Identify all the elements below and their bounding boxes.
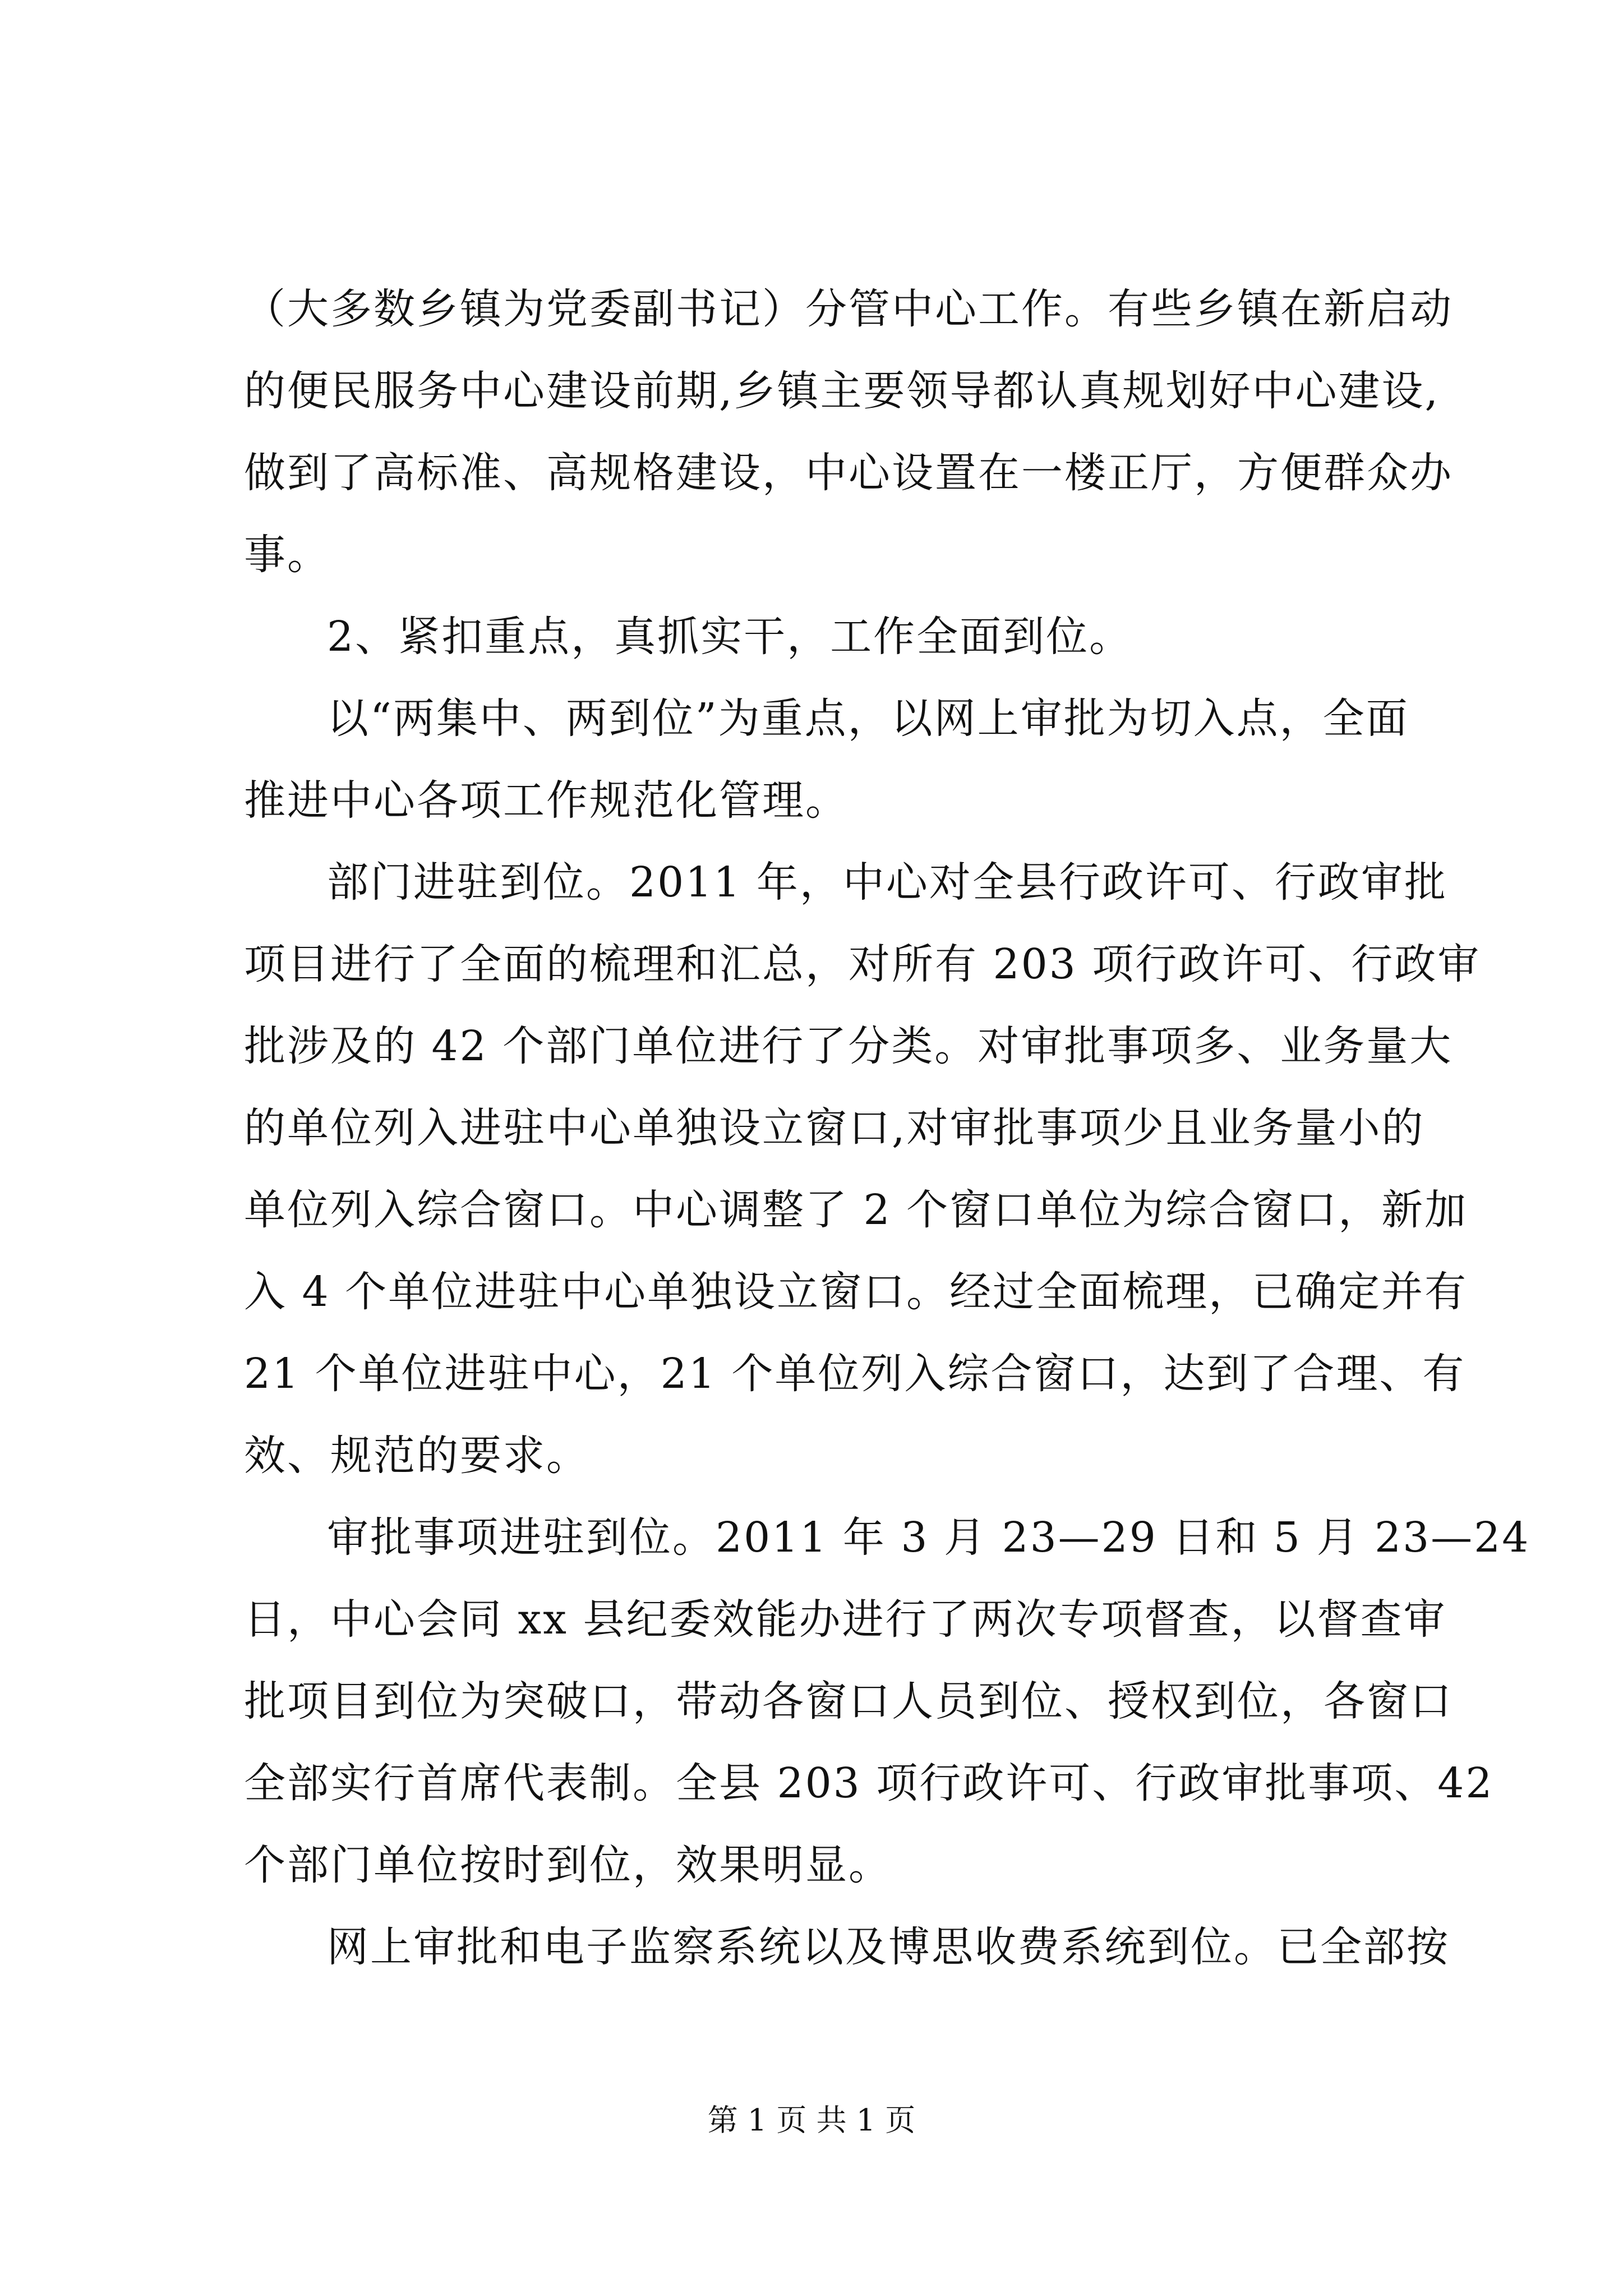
text-line: 项目进行了全面的梳理和汇总，对所有 203 项行政许可、行政审 — [244, 940, 1481, 988]
text-line: 全部实行首席代表制。全县 203 项行政许可、行政审批事项、42 — [244, 1759, 1494, 1807]
text-line: 21 个单位进驻中心，21 个单位列入综合窗口，达到了合理、有 — [244, 1350, 1466, 1398]
text-line: 2、紧扣重点，真抓实干，工作全面到位。 — [327, 613, 1133, 661]
body-text — [244, 268, 1530, 1988]
text-line: 的单位列入进驻中心单独设立窗口,对审批事项少且业务量小的 — [244, 1104, 1425, 1152]
text-line: 以“两集中、两到位”为重点，以网上审批为切入点，全面 — [327, 694, 1409, 743]
text-line: 事。 — [244, 531, 330, 579]
text-line: 批涉及的 42 个部门单位进行了分类。对审批事项多、业务量大 — [244, 1022, 1453, 1070]
text-line: 单位列入综合窗口。中心调整了 2 个窗口单位为综合窗口，新加 — [244, 1186, 1468, 1234]
text-line: 日，中心会同 xx 县纪委效能办进行了两次专项督查，以督查审 — [244, 1595, 1447, 1644]
text-line: 审批事项进驻到位。2011 年 3 月 23—29 日和 5 月 23—24 — [327, 1513, 1530, 1562]
text-line: 推进中心各项工作规范化管理。 — [244, 776, 849, 825]
text-line: 个部门单位按时到位，效果明显。 — [244, 1841, 892, 1889]
text-line: 批项目到位为突破口，带动各窗口人员到位、授权到位，各窗口 — [244, 1677, 1453, 1726]
text-line: 的便民服务中心建设前期,乡镇主要领导都认真规划好中心建设, — [244, 367, 1440, 415]
text-line: 入 4 个单位进驻中心单独设立窗口。经过全面梳理，已确定并有 — [244, 1268, 1468, 1316]
text-line: （大多数乡镇为党委副书记）分管中心工作。有些乡镇在新启动 — [244, 285, 1453, 333]
text-line: 做到了高标准、高规格建设，中心设置在一楼正厅，方便群众办 — [244, 449, 1453, 497]
text-line: 网上审批和电子监察系统以及博思收费系统到位。已全部按 — [327, 1923, 1450, 1971]
page-footer: 第 1 页 共 1 页 — [707, 2102, 916, 2138]
text-line: 部门进驻到位。2011 年，中心对全县行政许可、行政审批 — [327, 858, 1447, 907]
text-line: 效、规范的要求。 — [244, 1432, 589, 1480]
